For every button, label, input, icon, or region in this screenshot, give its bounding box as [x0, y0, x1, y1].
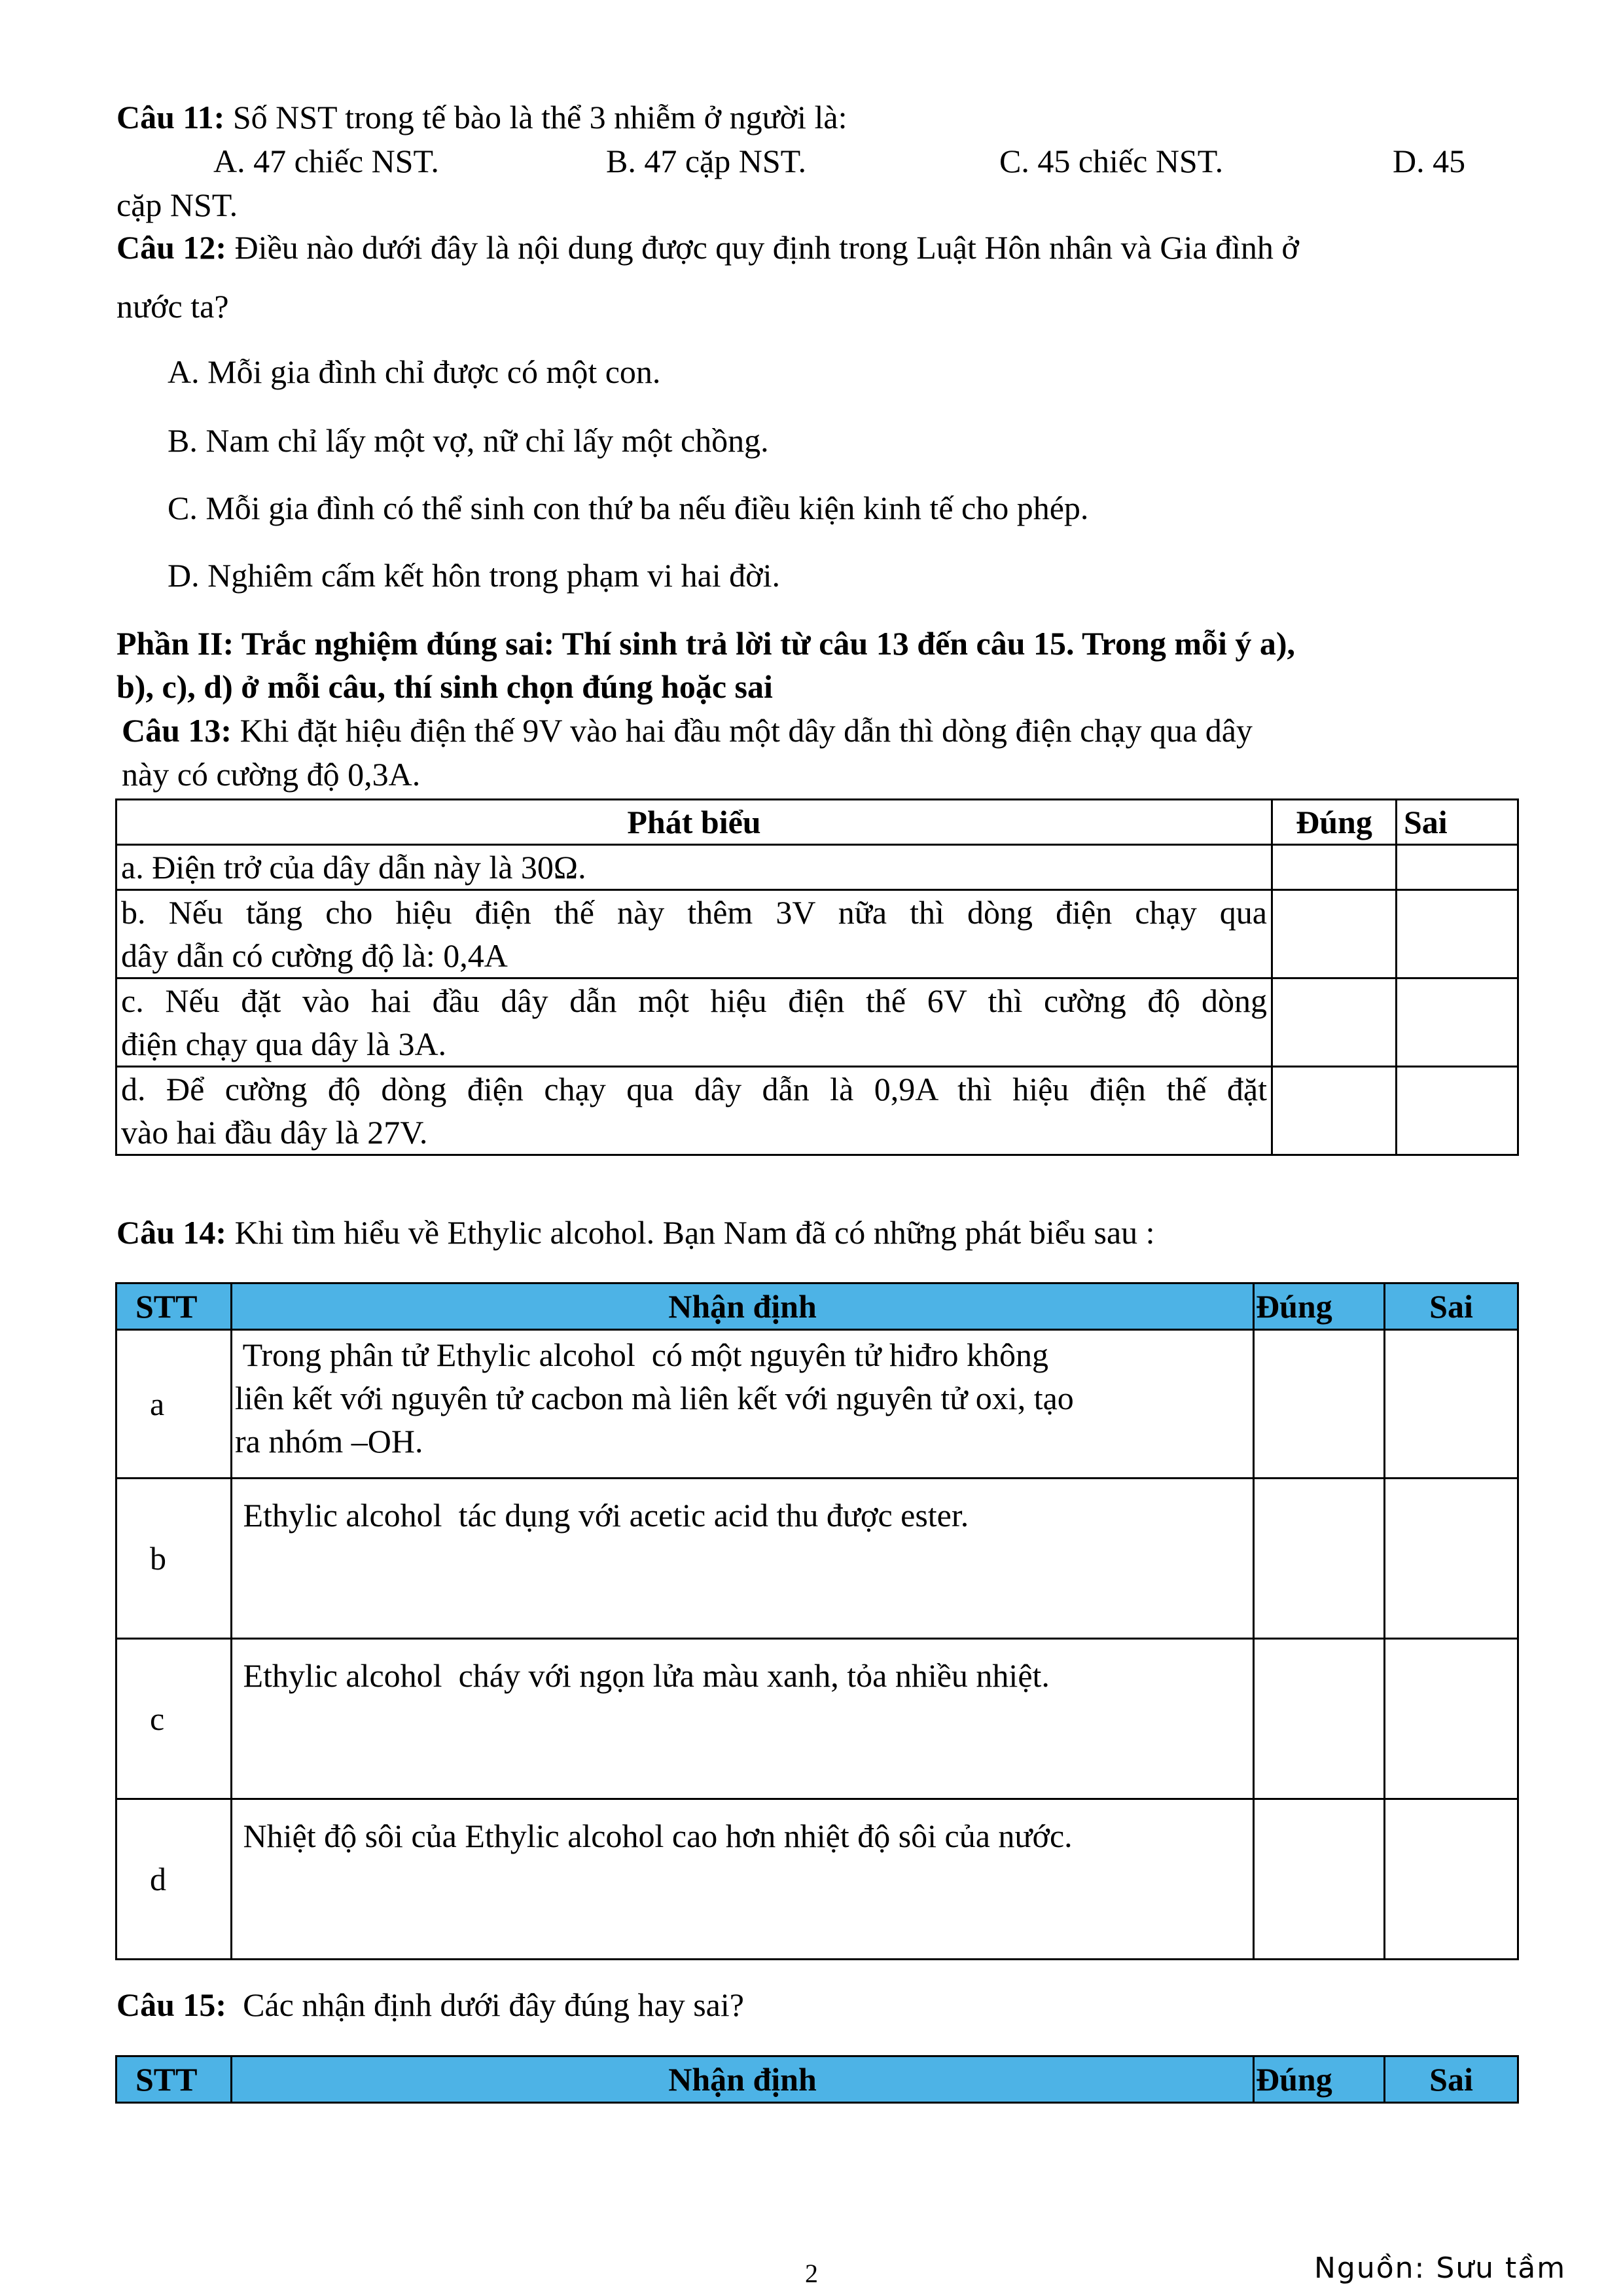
q11-option-b: B. 47 cặp NST. — [606, 143, 806, 179]
header-statement: Nhận định — [232, 2056, 1254, 2103]
q12-option-c: C. Mỗi gia đình có thể sinh con thứ ba nếu điều kiện kinh tế cho phép. — [168, 490, 1089, 526]
part2-heading-line1: Phần II: Trắc nghiệm đúng sai: Thí sinh trả lời từ câu 13 đến câu 15. Trong mỗi ý a), — [116, 625, 1296, 662]
q14-row-b-stt: b — [116, 1479, 232, 1639]
page-number: 2 — [805, 2259, 818, 2288]
q13-row-b-true-cell[interactable] — [1272, 890, 1397, 978]
q14-text: Khi tìm hiểu về Ethylic alcohol. Bạn Nam đã có những phát biểu sau : — [226, 1214, 1155, 1251]
q13-row-b-false-cell[interactable] — [1397, 890, 1518, 978]
q12-option-d: D. Nghiêm cấm kết hôn trong phạm vi hai đời. — [168, 557, 780, 594]
q13-row-c-text: c. Nếu đặt vào hai đầu dây dẫn một hiệu điện thế 6V thì cường độ dòng điện chạy qua dây là 3A. — [116, 978, 1272, 1067]
header-true: Đúng — [1254, 2056, 1385, 2103]
q11-option-c: C. 45 chiếc NST. — [999, 143, 1224, 179]
q14-row-b-text: Ethylic alcohol tác dụng với acetic acid thu được ester. — [232, 1479, 1254, 1639]
q12-option-a: A. Mỗi gia đình chỉ được có một con. — [168, 353, 661, 390]
q11-text: Số NST trong tế bào là thể 3 nhiễm ở người là: — [224, 99, 847, 135]
q11-option-a: A. 47 chiếc NST. — [213, 143, 439, 179]
q14-table — [115, 1282, 1519, 1960]
q13-row-d-text: d. Để cường độ dòng điện chạy qua dây dẫn là 0,9A thì hiệu điện thế đặt vào hai đầu dây là 27V. — [116, 1067, 1272, 1155]
q12-stem — [116, 226, 1299, 269]
header-false: Sai — [1397, 800, 1518, 845]
header-statement: Phát biểu — [116, 800, 1272, 845]
table-header-row — [116, 1283, 1518, 1330]
table-header-row — [116, 800, 1518, 845]
q11-option-d: D. 45 — [1393, 143, 1466, 179]
source-credit: Nguồn: Sưu tầm — [1314, 2251, 1567, 2285]
q13-row-c-true-cell[interactable] — [1272, 978, 1397, 1067]
q11-label: Câu 11: — [116, 99, 225, 135]
q14-row-b-true-cell[interactable] — [1254, 1479, 1385, 1639]
q11-option-d-wrap: cặp NST. — [116, 187, 238, 223]
header-false: Sai — [1385, 1283, 1518, 1330]
header-statement: Nhận định — [232, 1283, 1254, 1330]
q14-row-b-false-cell[interactable] — [1385, 1479, 1518, 1639]
q13-label: Câu 13: — [122, 712, 232, 749]
q13-row-a-text: a. Điện trở của dây dẫn này là 30Ω. — [116, 845, 1272, 890]
q14-row-a-false-cell[interactable] — [1385, 1330, 1518, 1479]
q14-row-d-true-cell[interactable] — [1254, 1799, 1385, 1960]
q14-row-a-true-cell[interactable] — [1254, 1330, 1385, 1479]
q15-stem — [116, 1983, 744, 2026]
q12-option-b: B. Nam chỉ lấy một vợ, nữ chỉ lấy một chồng. — [168, 422, 769, 459]
q14-row-d-stt: d — [116, 1799, 232, 1960]
q14-row-d-false-cell[interactable] — [1385, 1799, 1518, 1960]
q13-stem-line2: này có cường độ 0,3A. — [122, 756, 421, 793]
q13-row-b-text: b. Nếu tăng cho hiệu điện thế này thêm 3V nữa thì dòng điện chạy qua dây dẫn có cường độ là: 0,4A — [116, 890, 1272, 978]
table-row — [116, 845, 1518, 890]
q13-stem — [122, 709, 1253, 752]
table-row — [116, 1799, 1518, 1960]
q13-text: Khi đặt hiệu điện thế 9V vào hai đầu một dây dẫn thì dòng điện chạy qua dây — [232, 712, 1253, 749]
q14-row-c-stt: c — [116, 1639, 232, 1799]
q14-label: Câu 14: — [116, 1214, 227, 1251]
header-stt: STT — [116, 1283, 232, 1330]
table-row — [116, 890, 1518, 978]
q13-row-a-true-cell[interactable] — [1272, 845, 1397, 890]
table-row — [116, 1479, 1518, 1639]
q13-row-c-false-cell[interactable] — [1397, 978, 1518, 1067]
part2-heading-line2: b), c), d) ở mỗi câu, thí sinh chọn đúng hoặc sai — [116, 668, 773, 705]
header-stt: STT — [116, 2056, 232, 2103]
q13-row-a-false-cell[interactable] — [1397, 845, 1518, 890]
q13-table — [115, 798, 1519, 1156]
q15-label: Câu 15: — [116, 1986, 227, 2023]
q15-table — [115, 2055, 1519, 2104]
q15-text: Các nhận định dưới đây đúng hay sai? — [226, 1986, 744, 2023]
table-row — [116, 1639, 1518, 1799]
header-false: Sai — [1385, 2056, 1518, 2103]
table-row — [116, 1067, 1518, 1155]
table-row — [116, 978, 1518, 1067]
q12-stem-line2: nước ta? — [116, 288, 229, 325]
q14-row-c-text: Ethylic alcohol cháy với ngọn lửa màu xanh, tỏa nhiều nhiệt. — [232, 1639, 1254, 1799]
q12-label: Câu 12: — [116, 229, 227, 266]
q13-row-d-true-cell[interactable] — [1272, 1067, 1397, 1155]
header-true: Đúng — [1272, 800, 1397, 845]
q14-row-d-text: Nhiệt độ sôi của Ethylic alcohol cao hơn nhiệt độ sôi của nước. — [232, 1799, 1254, 1960]
q12-text: Điều nào dưới đây là nội dung được quy định trong Luật Hôn nhân và Gia đình ở — [226, 229, 1299, 266]
q14-row-a-stt: a — [116, 1330, 232, 1479]
q14-row-c-true-cell[interactable] — [1254, 1639, 1385, 1799]
q13-row-d-false-cell[interactable] — [1397, 1067, 1518, 1155]
header-true: Đúng — [1254, 1283, 1385, 1330]
table-row — [116, 1330, 1518, 1479]
q14-row-c-false-cell[interactable] — [1385, 1639, 1518, 1799]
q14-stem — [116, 1211, 1155, 1254]
q14-row-a-text: Trong phân tử Ethylic alcohol có một nguyên tử hiđro không liên kết với nguyên tử cacbon mà liên kết với nguyên tử oxi, tạo ra nhóm –OH. — [232, 1330, 1254, 1479]
table-header-row — [116, 2056, 1518, 2103]
q11-stem — [116, 96, 847, 139]
